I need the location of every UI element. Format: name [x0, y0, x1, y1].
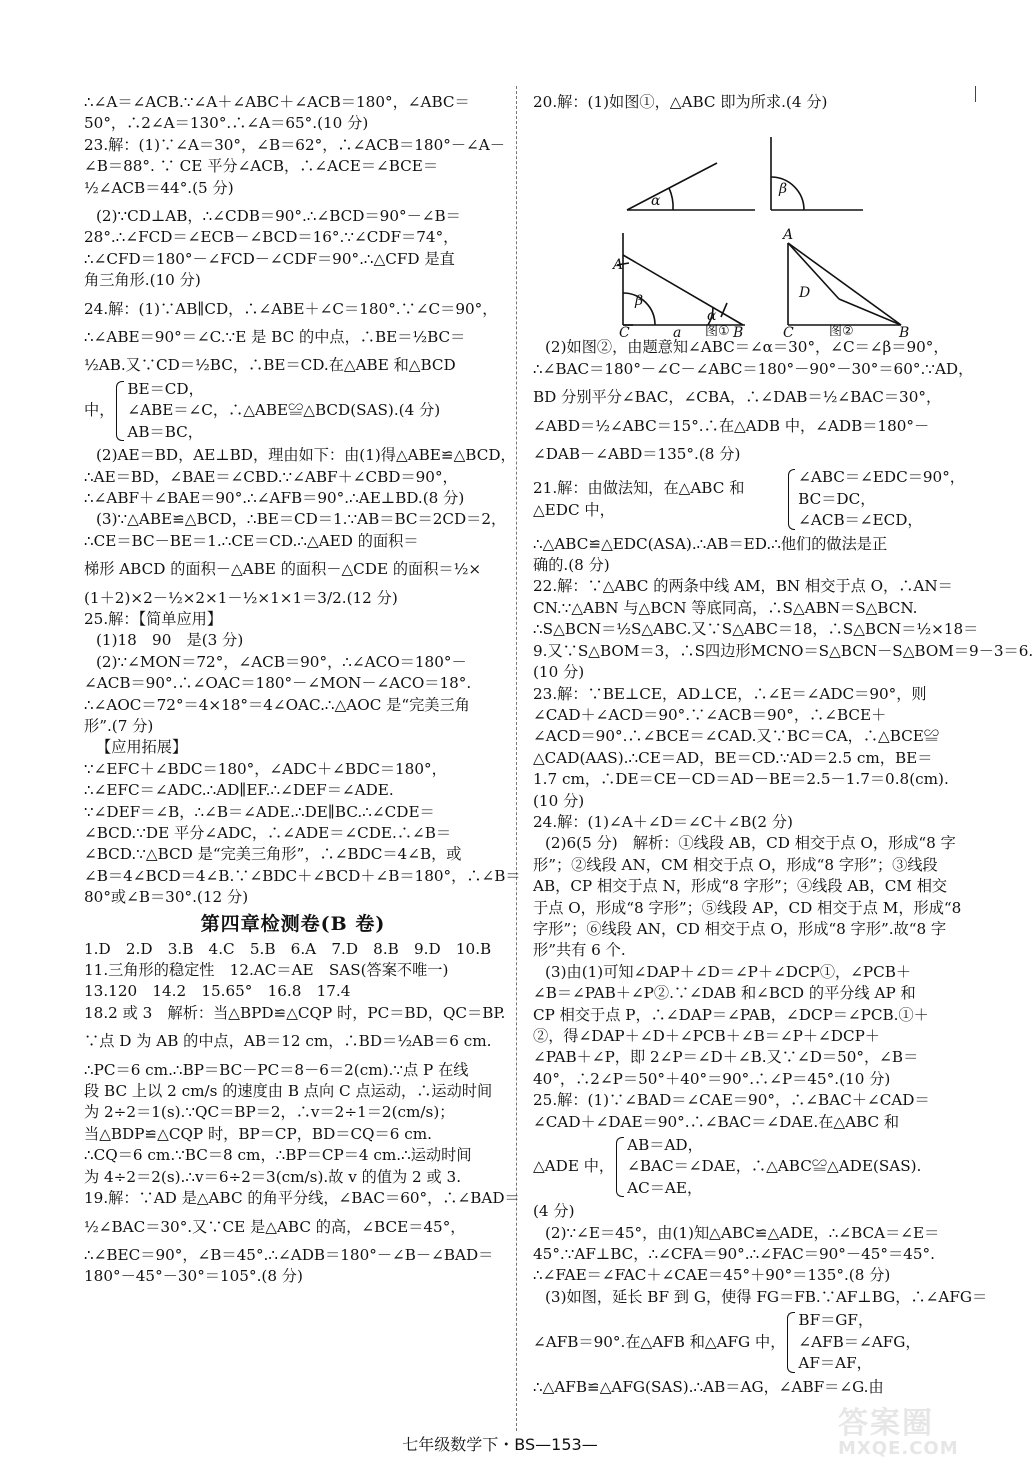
- text-line: 9.又∵S△BOM＝3，∴S四边形MCNO＝S△BCN－S△BOM＝9－3＝6.: [533, 641, 1033, 660]
- edge-mark: [975, 86, 976, 102]
- text-line: CN.∵△ABN 与△BCN 等底同高，∴S△ABN＝S△BCN.: [533, 598, 918, 617]
- caption-fig2: 图②: [829, 324, 854, 340]
- label-alpha: α: [651, 193, 661, 210]
- fig2-side-ab: [788, 243, 901, 325]
- equation-system: [533, 467, 965, 531]
- label-c-fig2: C: [783, 325, 794, 342]
- answer-line: 1.D 2.D 3.B 4.C 5.B 6.A 7.D 8.B 9.D 10.B: [84, 939, 492, 958]
- text-line: ∵∠EFC＋∠BDC＝180°，∠ADC＋∠BDC＝180°，: [84, 759, 447, 778]
- text-line: ∠BCD.∵DE 平分∠ADC，∴∠ADE＝∠CDE.∴∠B＝: [84, 824, 452, 842]
- system-prefix: ∠AFB＝90°.在△AFB 和△AFG 中，: [533, 1332, 786, 1351]
- beta-arc: [771, 177, 804, 210]
- label-b: B: [733, 325, 744, 342]
- text-line: (2)如图②，由题意知∠ABC＝∠α＝30°，∠C＝∠β＝90°，: [545, 338, 949, 357]
- text-line: 22.解：∵△ABC 的两条中线 AM，BN 相交于点 O，∴AN＝: [533, 577, 953, 596]
- section-title: 第四章检测卷(B 卷): [200, 912, 386, 935]
- text-line: ∠CAD＋∠DAE＝90°.∴∠BAC＝∠DAE.在△ABC 和: [533, 1112, 900, 1131]
- text-line: (1)18 90 是(3 分): [96, 631, 244, 650]
- text-line: 80°或∠B＝30°.(12 分): [84, 888, 249, 907]
- text-line: BD 分别平分∠BAC，∠CBA，∴∠DAB＝½∠BAC＝30°，: [533, 388, 942, 407]
- text-line: (3)∵△ABE≌△BCD，∴BE＝CD＝1.∵AB＝BC＝2CD＝2，: [96, 510, 507, 529]
- watermark-logo: [838, 1398, 988, 1468]
- text-line: 20.解：(1)如图①，△ABC 即为所求.(4 分): [533, 93, 828, 111]
- text-line: ∴CE＝BC－BE＝1.∴CE＝CD.∴△AED 的面积＝: [84, 531, 419, 550]
- text-line: ∴∠BEC＝90°，∠B＝45°.∴∠ADB＝180°－∠B－∠BAD＝: [84, 1245, 494, 1264]
- equation-system: [533, 1310, 965, 1374]
- label-a-fig2: A: [783, 227, 794, 244]
- text-line: ∴∠EFC＝∠ADC.∴AD∥EF.∴∠DEF＝∠ADE.: [84, 781, 394, 800]
- figure-svg: [533, 115, 965, 342]
- label-beta: β: [779, 181, 788, 198]
- text-line: 于点 O，形成“8 字形”；⑤线段 AP，CD 相交于点 M，形成“8: [533, 898, 962, 917]
- text-line: ∴AE＝BD，∠BAE＝∠CBD.∵∠ABF＋∠CBD＝90°，: [84, 467, 458, 486]
- alpha-ray-line: [627, 163, 717, 210]
- text-line: ∴CQ＝6 cm.∵BC＝8 cm，∴BP＝CP＝4 cm.∴运动时间: [84, 1146, 472, 1165]
- brace: [116, 381, 124, 441]
- text-line: AB，CP 相交于点 N，形成“8 字形”；④线段 AB，CM 相交: [533, 877, 948, 896]
- system-prefix: △ADE 中，: [533, 1157, 615, 1176]
- caption-fig1: 图①: [705, 324, 730, 340]
- text-line: (3)如图，延长 BF 到 G，使得 FG＝FB.∵AF⊥BG，∴∠AFG＝: [545, 1287, 988, 1306]
- text-line: 25.解：(1)∵∠BAD＝∠CAE＝90°，∴∠BAC＋∠CAD＝: [533, 1091, 930, 1110]
- system-row: ∠BAC＝∠DAE，∴△ABC≌△ADE(SAS).: [627, 1157, 922, 1176]
- text-line: 字形”；⑥线段 AN，CD 相交于点 O，形成“8 字形”.故“8 字: [533, 919, 947, 938]
- text-line: 当△BDP≌△CQP 时，BP＝CP，BD＝CQ＝6 cm.: [84, 1124, 432, 1143]
- text-line: (2)∵CD⊥AB，∴∠CDB＝90°.∴∠BCD＝90°－∠B＝: [96, 207, 461, 226]
- text-line: ∴∠ABF＋∠BAE＝90°.∴∠AFB＝90°.∴AE⊥BD.(8 分): [84, 488, 465, 507]
- right-column: [533, 92, 1033, 1398]
- text-line: 23.解：∵BE⊥CE，AD⊥CE，∴∠E＝∠ADC＝90°，则: [533, 684, 927, 703]
- system-row: ∠ACB＝∠ECD，: [798, 511, 923, 530]
- label-b-fig2: B: [899, 325, 910, 342]
- brace: [788, 469, 795, 529]
- text-line: ½AB.又∵CD＝½BC，∴BE＝CD.在△ABE 和△BCD: [84, 356, 456, 375]
- watermark-text: 答案圈: [838, 1406, 934, 1441]
- left-column: [84, 92, 521, 1288]
- text-line: ∠B＝∠PAB＋∠P②.∵∠DAB 和∠BCD 的平分线 AP 和: [533, 984, 916, 1003]
- text-line: ∴△ABC≌△EDC(ASA).∴AB＝ED.∴他们的做法是正: [533, 534, 888, 553]
- text-line: 为 4÷2＝2(s).∴v＝6÷2＝3(cm/s).故 v 的值为 2 或 3.: [84, 1167, 462, 1186]
- text-line: ∴∠AOC＝72°＝4×18°＝4∠OAC.∴△AOC 是“完美三角: [84, 695, 470, 714]
- text-line: 28°.∴∠FCD＝∠ECB－∠BCD＝16°.∵∠CDF＝74°，: [84, 228, 459, 247]
- equation-system: [533, 1135, 965, 1199]
- text-line: 1.7 cm，∴DE＝CE－CD＝AD－BE＝2.5－1.7＝0.8(cm).: [533, 770, 949, 789]
- text-line: ∠PAB＋∠P，即 2∠P＝∠D＋∠B.又∵∠D＝50°，∠B＝: [533, 1048, 919, 1067]
- text-line: 为 2÷2＝1(s).∵QC＝BP＝2，∴v＝2÷1＝2(cm/s)；: [84, 1103, 455, 1122]
- text-line: 23.解：(1)∵∠A＝30°，∠B＝62°，∴∠ACB＝180°－∠A－: [84, 135, 505, 154]
- fig2-ad: [788, 243, 839, 302]
- text-line: 25.解：【简单应用】: [84, 609, 223, 628]
- text-line: ∴S△BCN＝½S△ABC.又∵S△ABC＝18，∴S△BCN＝½×18＝: [533, 620, 979, 639]
- text-line: 形”；②线段 AN，CM 相交于点 O，形成“8 字形”；③线段: [533, 855, 938, 874]
- system-row: BF＝GF，: [798, 1311, 874, 1330]
- text-line: ∵∠DEF＝∠B，∴∠B＝∠ADE.∴DE∥BC.∴∠CDE＝: [84, 802, 435, 821]
- fig1-side-ab: [623, 255, 743, 325]
- text-line: ∠ACB＝90°.∴∠OAC＝180°－∠MON－∠ACO＝18°.: [84, 674, 472, 693]
- text-line: ½∠ACB＝44°.(5 分): [84, 178, 234, 197]
- text-line: ∴∠BAC＝180°－∠C－∠ABC＝180°－90°－30°＝60°.∵AD，: [533, 359, 974, 378]
- alpha-arc: [669, 188, 673, 210]
- text-line: 角三角形.(10 分): [84, 271, 201, 290]
- system-row: BC＝DC，: [798, 489, 876, 508]
- text-line: △CAD(AAS).∴CE＝AD，BE＝CD.∵AD＝2.5 cm，BE＝: [533, 748, 933, 767]
- label-a: A: [613, 257, 624, 274]
- system-row: AF＝AF，: [798, 1354, 872, 1373]
- text-line: 40°，∴2∠P＝50°＋40°＝90°.∴∠P＝45°.(10 分): [533, 1069, 891, 1088]
- system-row: ∠ABE＝∠C，∴△ABE≌△BCD(SAS).(4 分): [127, 401, 441, 420]
- text-line: ∠ACD＝90°.∴∠BCE＝∠CAD.又∵BC＝CA，∴△BCE≌: [533, 727, 940, 746]
- equation-system: [84, 379, 502, 443]
- answer-line: 11.三角形的稳定性 12.AC＝AE SAS(答案不唯一): [84, 961, 449, 980]
- system-row: AB＝BC，: [127, 422, 203, 441]
- text-line: ∴∠ABE＝90°＝∠C.∵E 是 BC 的中点，∴BE＝½BC＝: [84, 328, 466, 347]
- label-c: C: [619, 325, 630, 342]
- text-line: ∴∠CFD＝180°－∠FCD－∠CDF＝90°.∴△CFD 是直: [84, 249, 455, 268]
- text-line: ∴∠A＝∠ACB.∵∠A＋∠ABC＋∠ACB＝180°，∠ABC＝: [84, 93, 470, 111]
- system-row: BE＝CD，: [127, 379, 204, 398]
- label-side-a: a: [673, 325, 682, 342]
- text-line: ∠BCD.∵△BCD 是“完美三角形”，∴∠BDC＝4∠B，或: [84, 845, 462, 864]
- brace: [787, 1312, 795, 1372]
- watermark-url: MXQE.COM: [838, 1438, 959, 1459]
- text-line: (1＋2)×2－½×2×1－½×1×1＝3/2.(12 分): [84, 588, 398, 607]
- text-line: (4 分): [533, 1202, 575, 1221]
- text-line: 19.解：∵AD 是△ABC 的角平分线，∠BAC＝60°，∴∠BAD＝: [84, 1189, 520, 1208]
- column-divider: [516, 86, 517, 1431]
- text-line: (3)由(1)可知∠DAP＋∠D＝∠P＋∠DCP①，∠PCB＋: [545, 962, 912, 981]
- text-line: 24.解：(1)∠A＋∠D＝∠C＋∠B(2 分): [533, 812, 793, 831]
- text-line: ∠CAD＋∠ACD＝90°.∵∠ACB＝90°，∴∠BCE＋: [533, 705, 887, 724]
- text-line: ∴PC＝6 cm.∴BP＝BC－PC＝8－6＝2(cm).∵点 P 在线: [84, 1060, 469, 1079]
- brace: [616, 1137, 624, 1197]
- text-line: 【应用拓展】: [96, 738, 188, 757]
- text-line: 45°.∵AF⊥BC，∴∠CFA＝90°.∴∠FAC＝90°－45°＝45°.: [533, 1245, 935, 1264]
- text-line: ½∠BAC＝30°.又∵CE 是△ABC 的高，∠BCE＝45°，: [84, 1217, 466, 1236]
- text-line: 50°，∴2∠A＝130°.∴∠A＝65°.(10 分): [84, 114, 369, 133]
- system-row: AB＝AD，: [627, 1136, 703, 1155]
- text-line: 段 BC 上以 2 cm/s 的速度由 B 点向 C 点运动，∴运动时间: [84, 1082, 493, 1101]
- answer-line: 13.120 14.2 15.65° 16.8 17.4: [84, 982, 351, 1001]
- text-line: ∠DAB－∠ABD＝135°.(8 分): [533, 445, 741, 464]
- text-line: 梯形 ABCD 的面积－△ABE 的面积－△CDE 的面积＝½×: [84, 560, 482, 579]
- text-line: 18.2 或 3 解析：当△BPD≌△CQP 时，PC＝BD，QC＝BP.: [84, 1003, 506, 1022]
- text-line: ∴∠FAE＝∠FAC＋∠CAE＝45°＋90°＝135°.(8 分): [533, 1266, 891, 1285]
- label-d: D: [799, 285, 811, 302]
- text-line: ∠ABD＝½∠ABC＝15°.∴在△ADB 中，∠ADB＝180°－: [533, 416, 930, 435]
- text-line: ②，得∠DAP＋∠D＋∠PCB＋∠B＝∠P＋∠DCP＋: [533, 1027, 880, 1045]
- system-row: AC＝AE，: [627, 1178, 703, 1197]
- construction-figures: [533, 115, 965, 342]
- text-line: 180°－45°－30°＝105°.(8 分): [84, 1267, 303, 1286]
- text-line: ∠B＝4∠BCD＝4∠B.∵∠BDC＋∠BCD＋∠B＝180°，∴∠B＝: [84, 866, 521, 885]
- text-line: (2)∵∠MON＝72°，∠ACB＝90°，∴∠ACO＝180°－: [96, 652, 467, 671]
- text-line: 形”.(7 分): [84, 716, 154, 735]
- text-line: ∠B＝88°. ∵ CE 平分∠ACB，∴∠ACE＝∠BCE＝: [84, 157, 439, 176]
- label-alpha-fig1: α: [707, 308, 717, 325]
- system-prefix: 中，: [84, 401, 115, 420]
- text-line: ∴△AFB≌△AFG(SAS).∴AB＝AG，∠ABF＝∠G.由: [533, 1377, 884, 1396]
- text-line: (10 分): [533, 791, 585, 810]
- text-line: 确的.(8 分): [533, 556, 610, 575]
- text-line: 24.解：(1)∵AB∥CD，∴∠ABE＋∠C＝180°.∵∠C＝90°，: [84, 299, 498, 318]
- text-line: (2)AE＝BD，AE⊥BD，理由如下：由(1)得△ABE≌△BCD，: [96, 446, 516, 465]
- page-footer: 七年级数学下・BS—153—: [402, 1435, 598, 1454]
- text-line: (2)6(5 分) 解析：①线段 AB，CD 相交于点 O，形成“8 字: [545, 834, 956, 853]
- text-line: CP 相交于点 P，∴∠DAP＝∠PAB，∠DCP＝∠PCB.①＋: [533, 1005, 929, 1024]
- system-prefix: 21.解：由做法知，在△ABC 和△EDC 中，: [533, 479, 745, 519]
- text-line: ∵点 D 为 AB 的中点，AB＝12 cm，∴BD＝½AB＝6 cm.: [84, 1032, 492, 1051]
- text-line: (2)∵∠E＝45°，由(1)知△ABC≌△ADE，∴∠BCA＝∠E＝: [545, 1223, 940, 1242]
- system-row: ∠ABC＝∠EDC＝90°，: [798, 468, 965, 487]
- text-line: 形”共有 6 个.: [533, 941, 626, 960]
- system-row: ∠AFB＝∠AFG，: [798, 1332, 921, 1351]
- text-line: (10 分): [533, 663, 585, 682]
- label-beta-fig1: β: [635, 293, 644, 310]
